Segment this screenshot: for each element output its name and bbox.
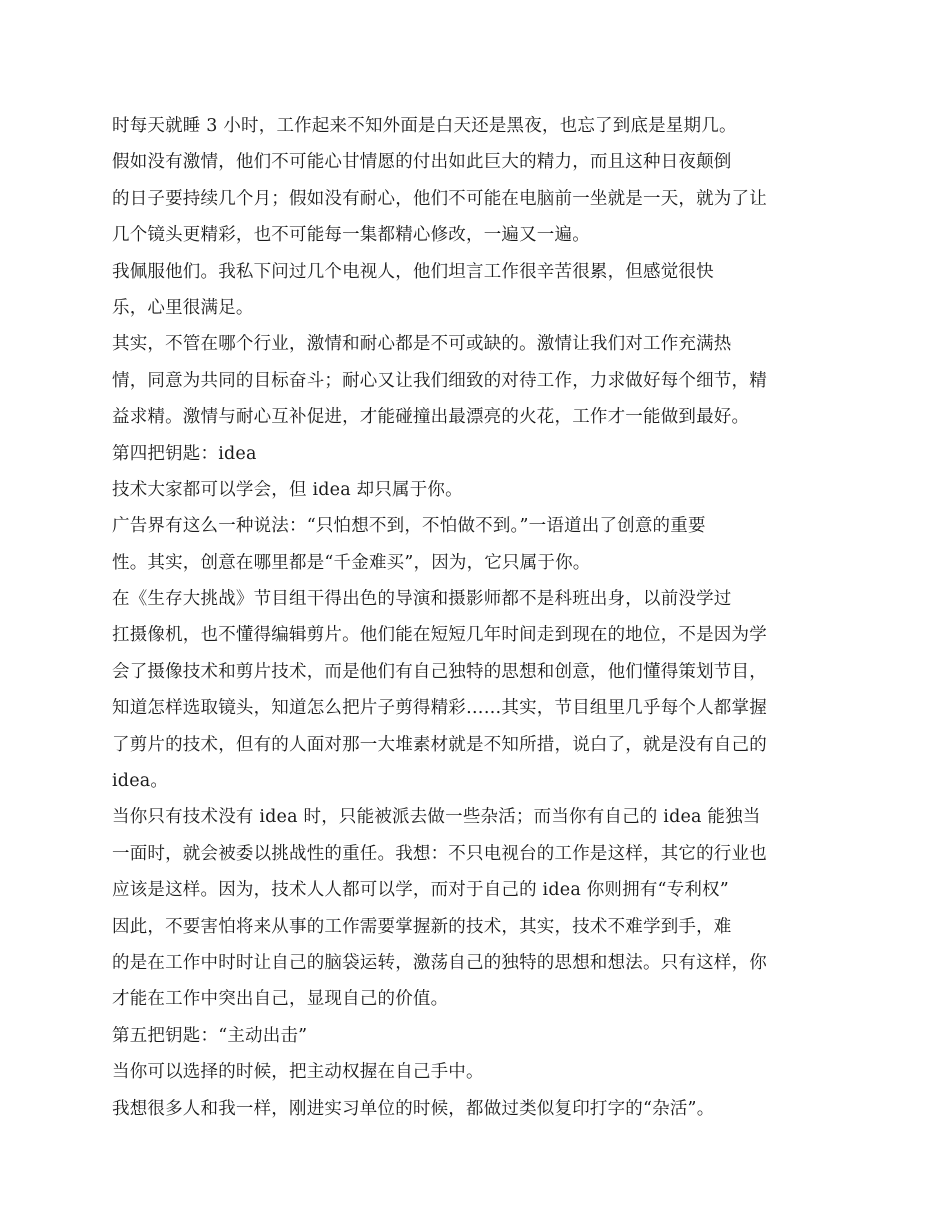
text-line: 知道怎样选取镜头，知道怎么把片子剪得精彩……其实，节目组里几乎每个人都掌握 <box>112 698 767 719</box>
text-line: 当你只有技术没有 idea 时，只能被派去做一些杂活；而当你有自己的 idea 能独当 <box>112 807 761 828</box>
text-line: 假如没有激情，他们不可能心甘情愿的付出如此巨大的精力，而且这种日夜颠倒 <box>112 152 732 173</box>
text-line: 我佩服他们。我私下问过几个电视人，他们坦言工作很辛苦很累，但感觉很快 <box>112 261 714 282</box>
text-line: 我想很多人和我一样，刚进实习单位的时候，都做过类似复印打字的“杂活”。 <box>112 1098 715 1119</box>
section-heading: 第四把钥匙：idea <box>112 443 257 464</box>
text-line: 益求精。激情与耐心互补促进，才能碰撞出最漂亮的火花，工作才一能做到最好。 <box>112 407 750 428</box>
document-body <box>112 108 812 1127</box>
text-line: 乐，心里很满足。 <box>112 297 254 318</box>
text-line: 因此，不要害怕将来从事的工作需要掌握新的技术，其实，技术不难学到手，难 <box>112 916 732 937</box>
text-line: 广告界有这么一种说法：“只怕想不到，不怕做不到。”一语道出了创意的重要 <box>112 516 706 537</box>
text-line: 在《生存大挑战》节目组干得出色的导演和摄影师都不是科班出身，以前没学过 <box>112 589 732 610</box>
text-line: 会了摄像技术和剪片技术，而是他们有自己独特的思想和创意，他们懂得策划节目， <box>112 661 767 682</box>
text-line: 性。其实，创意在哪里都是“千金难买”，因为，它只属于你。 <box>112 552 591 573</box>
text-line: 其实，不管在哪个行业，激情和耐心都是不可或缺的。激情让我们对工作充满热 <box>112 334 732 355</box>
text-line: 情，同意为共同的目标奋斗；耐心又让我们细致的对待工作，力求做好每个细节，精 <box>112 370 767 391</box>
text-line: 扛摄像机，也不懂得编辑剪片。他们能在短短几年时间走到现在的地位，不是因为学 <box>112 625 767 646</box>
text-line: 几个镜头更精彩，也不可能每一集都精心修改，一遍又一遍。 <box>112 225 590 246</box>
text-line: 应该是这样。因为，技术人人都可以学，而对于自己的 idea 你则拥有“专利权” <box>112 880 729 901</box>
text-line: 时每天就睡 3 小时，工作起来不知外面是白天还是黑夜，也忘了到底是星期几。 <box>112 116 737 136</box>
text-line: 的是在工作中时时让自己的脑袋运转，激荡自己的独特的思想和想法。只有这样，你 <box>112 952 767 973</box>
text-line: 了剪片的技术，但有的人面对那一大堆素材就是不知所措，说白了，就是没有自己的 <box>112 734 767 755</box>
text-line: idea。 <box>112 771 169 792</box>
text-line: 才能在工作中突出自己，显现自己的价值。 <box>112 989 449 1010</box>
text-line: 当你可以选择的时候，把主动权握在自己手中。 <box>112 1062 484 1083</box>
section-heading: 第五把钥匙：“主动出击” <box>112 1025 308 1046</box>
text-line: 一面时，就会被委以挑战性的重任。我想：不只电视台的工作是这样，其它的行业也 <box>112 843 767 864</box>
text-line: 技术大家都可以学会，但 idea 却只属于你。 <box>112 479 463 500</box>
text-line: 的日子要持续几个月；假如没有耐心，他们不可能在电脑前一坐就是一天，就为了让 <box>112 188 767 209</box>
